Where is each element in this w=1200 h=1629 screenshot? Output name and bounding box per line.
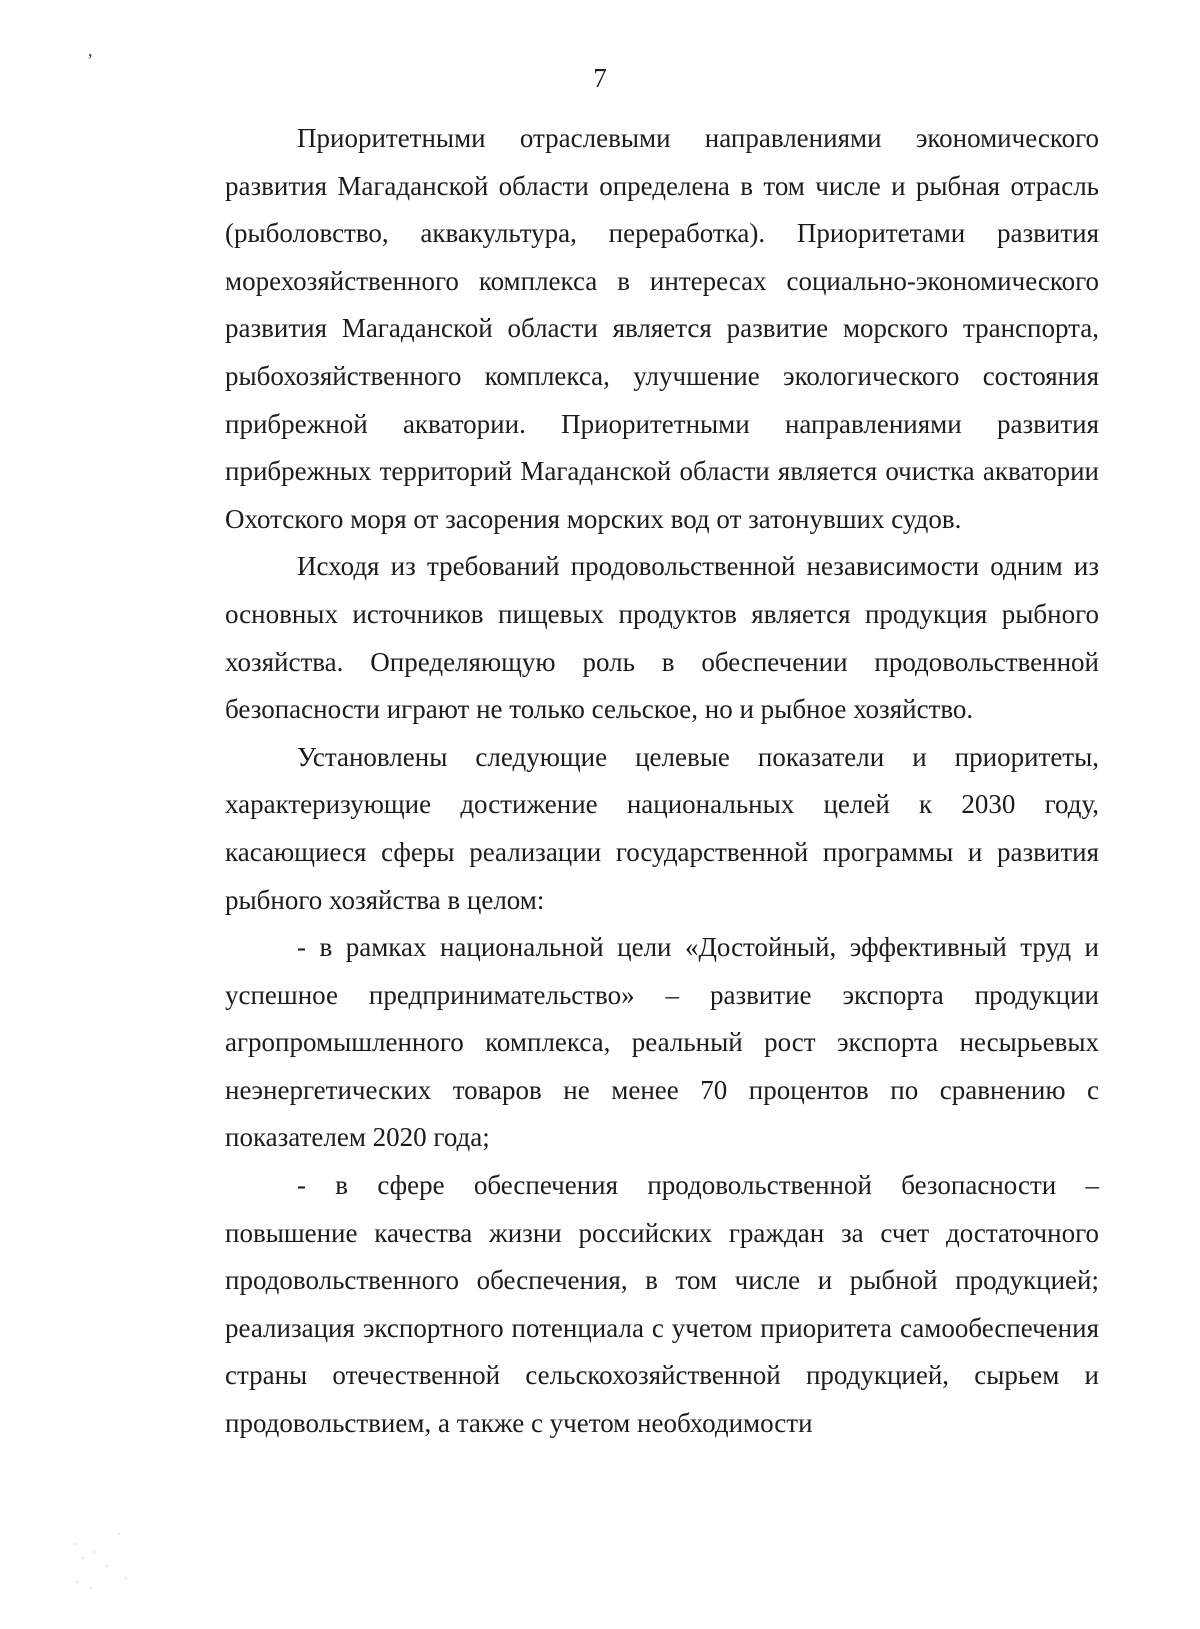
paragraph-national-goal: - в рамках национальной цели «Достойный, эффективный труд и успешное предпринимательство» – развитие экспорта продукции агропромышленного комплекса, реальный рост экспорта несырьевых неэнергетических товаров не менее 70 процентов по сравнению с показателем 2020 года; <box>225 932 1099 1153</box>
paragraph-priority-directions: Приоритетными отраслевыми направлениями экономического развития Магаданской области определена в том числе и рыбная отрасль (рыболовство, аквакультура, переработка). Приоритетами развития морехозяйственного комплекса в интересах социально-экономического развития Магаданской области является развитие морского транспорта, рыбохозяйственного комплекса, улучшение экологического состояния прибрежной акватории. Приоритетными направлениями развития прибрежных территорий Магаданской области является очистка акватории Охотского моря от засорения морских вод от затонувших судов. <box>225 123 1099 534</box>
paragraph-food-security: - в сфере обеспечения продовольственной безопасности – повышение качества жизни российских граждан за счет достаточного продовольственного обеспечения, в том числе и рыбной продукцией; реализация экспортного потенциала с учетом приоритета самообеспечения страны отечественной сельскохозяйственной продукцией, сырьем и продовольствием, а также с учетом необходимости <box>225 1170 1099 1439</box>
document-body <box>225 115 1099 1448</box>
scan-noise <box>62 1505 152 1595</box>
paragraph-food-independence: Исходя из требований продовольственной независимости одним из основных источников пищевых продуктов является продукция рыбного хозяйства. Определяющую роль в обеспечении продовольственной безопасности играют не только сельское, но и рыбное хозяйство. <box>225 551 1099 725</box>
page-number: 7 <box>593 63 607 93</box>
paragraph-target-indicators: Установлены следующие целевые показатели и приоритеты, характеризующие достижение национальных целей к 2030 году, касающиеся сферы реализации государственной программы и развития рыбного хозяйства в целом: <box>225 741 1099 915</box>
scan-mark: , <box>88 40 93 60</box>
